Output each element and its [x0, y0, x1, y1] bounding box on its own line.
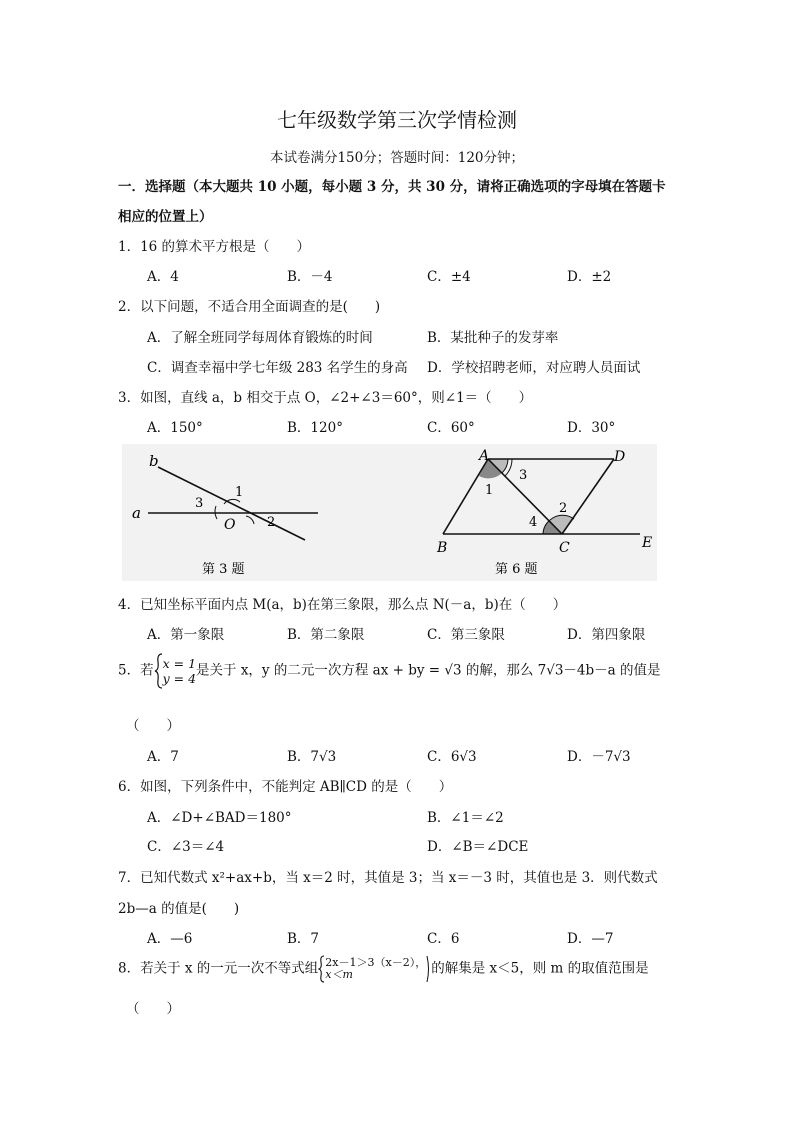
fig6-angle-3: 3: [519, 468, 528, 483]
q6-option-d: D．∠B＝∠DCE: [427, 839, 529, 855]
q2-option-d: D．学校招聘老师，对应聘人员面试: [427, 360, 641, 376]
label-b: b: [149, 452, 159, 470]
q8-system: [325, 957, 426, 981]
q6-option-b: B．∠1＝∠2: [427, 810, 504, 826]
q7-option-a: A．—6: [147, 931, 193, 947]
fig6-angle-2: 2: [559, 501, 568, 516]
q6-option-c: C．∠3＝∠4: [147, 839, 225, 855]
label-E: E: [642, 535, 653, 551]
section-heading-cont: 相应的位置上）: [118, 209, 213, 225]
angle-2-arc: [246, 516, 254, 524]
label-A: A: [479, 448, 490, 464]
label-a: a: [132, 504, 141, 522]
q5-system-row-2: y = 4: [162, 671, 197, 686]
section-heading: 一．选择题（本大题共 10 小题，每小题 3 分，共 30 分，请将正确选项的字母填在答题卡: [118, 179, 666, 195]
question-3-stem: 3．如图，直线 a，b 相交于点 O，∠2+∠3＝60°，则∠1＝（ ）: [118, 390, 533, 406]
q1-option-b: B．－4: [287, 269, 333, 285]
fig6-angle-1: 1: [485, 483, 494, 498]
question-8-stem: [118, 955, 649, 983]
label-angle-1: 1: [235, 485, 244, 500]
q7-option-d: D．—7: [567, 931, 614, 947]
question-5-cont: （ ）: [126, 718, 180, 734]
q5-system: [163, 656, 196, 686]
label-B: B: [437, 540, 448, 556]
q4-option-d: D．第四象限: [567, 627, 646, 643]
q7-option-c: C．6: [427, 931, 460, 947]
brace-icon: [154, 653, 163, 689]
q3-option-a: A．150°: [147, 420, 203, 436]
question-4-stem: 4．已知坐标平面内点 M(a，b)在第三象限，那么点 N(－a，b)在（ ）: [118, 597, 567, 613]
q8-prefix: 8．若关于 x 的一元一次不等式组: [118, 960, 319, 977]
label-O: O: [224, 517, 236, 533]
q3-option-b: B．120°: [287, 420, 343, 436]
fig6-angle-4: 4: [529, 515, 538, 530]
q5-option-d: D．－7√3: [567, 749, 631, 765]
q5-option-b: B．7√3: [287, 749, 337, 765]
q4-option-b: B．第二象限: [287, 627, 365, 643]
fig6-caption: 第 6 题: [495, 562, 538, 577]
fig3-caption: 第 3 题: [202, 562, 245, 577]
q5-prefix: 5．若: [118, 662, 154, 679]
q6-option-a: A．∠D+∠BAD＝180°: [147, 810, 292, 826]
q2-option-b: B．某批种子的发芽率: [427, 330, 559, 346]
q8-system-row-2: x＜m: [325, 968, 353, 981]
question-5-stem: [118, 653, 661, 689]
q5-system-row-1: x = 1: [162, 656, 197, 671]
q2-option-a: A．了解全班同学每周体育锻炼的时间: [147, 330, 373, 346]
question-7-stem: 7．已知代数式 x²+ax+b，当 x＝2 时，其值是 3；当 x＝－3 时，其值也是 3．则代数式: [118, 870, 658, 886]
q3-option-d: D．30°: [567, 420, 616, 436]
q5-option-a: A．7: [147, 749, 179, 765]
question-1-stem: 1．16 的算术平方根是（ ）: [118, 239, 311, 255]
q1-option-a: A．4: [147, 269, 179, 285]
figure-3: [132, 452, 318, 577]
q1-option-c: C．±4: [427, 269, 471, 285]
label-D: D: [614, 449, 626, 465]
label-angle-3: 3: [195, 496, 204, 511]
q1-option-d: D．±2: [567, 269, 612, 285]
page-title: 七年级数学第三次学情检测: [277, 108, 517, 132]
question-8-cont: （ ）: [126, 1001, 180, 1017]
q4-option-c: C．第三象限: [427, 627, 505, 643]
exam-info: 本试卷满分150分；答题时间：120分钟；: [269, 150, 525, 166]
q7-option-b: B．7: [287, 931, 320, 947]
label-C: C: [559, 540, 570, 556]
q5-mid: 是关于 x，y 的二元一次方程 ax + by = √3 的解，那么 7√3－4b－a 的值是: [196, 662, 661, 679]
brace-icon: [318, 955, 325, 983]
q2-option-c: C．调查幸福中学七年级 283 名学生的身高: [147, 360, 408, 376]
q8-system-row-1: 2x－1＞3（x－2），: [325, 956, 427, 969]
figures-panel: [122, 444, 657, 581]
q3-option-c: C．60°: [427, 420, 475, 436]
question-2-stem: 2．以下问题，不适合用全面调查的是( ): [118, 299, 381, 315]
question-7-cont: 2b—a 的值是( ): [118, 901, 240, 917]
question-6-stem: 6．如图，下列条件中，不能判定 AB∥CD 的是（ ）: [118, 779, 453, 795]
q4-option-a: A．第一象限: [147, 627, 225, 643]
q5-option-c: C．6√3: [427, 749, 477, 765]
label-angle-2: 2: [267, 515, 276, 530]
q8-mid: 的解集是 x＜5，则 m 的取值范围是: [431, 960, 649, 977]
figure-6: [436, 448, 652, 577]
